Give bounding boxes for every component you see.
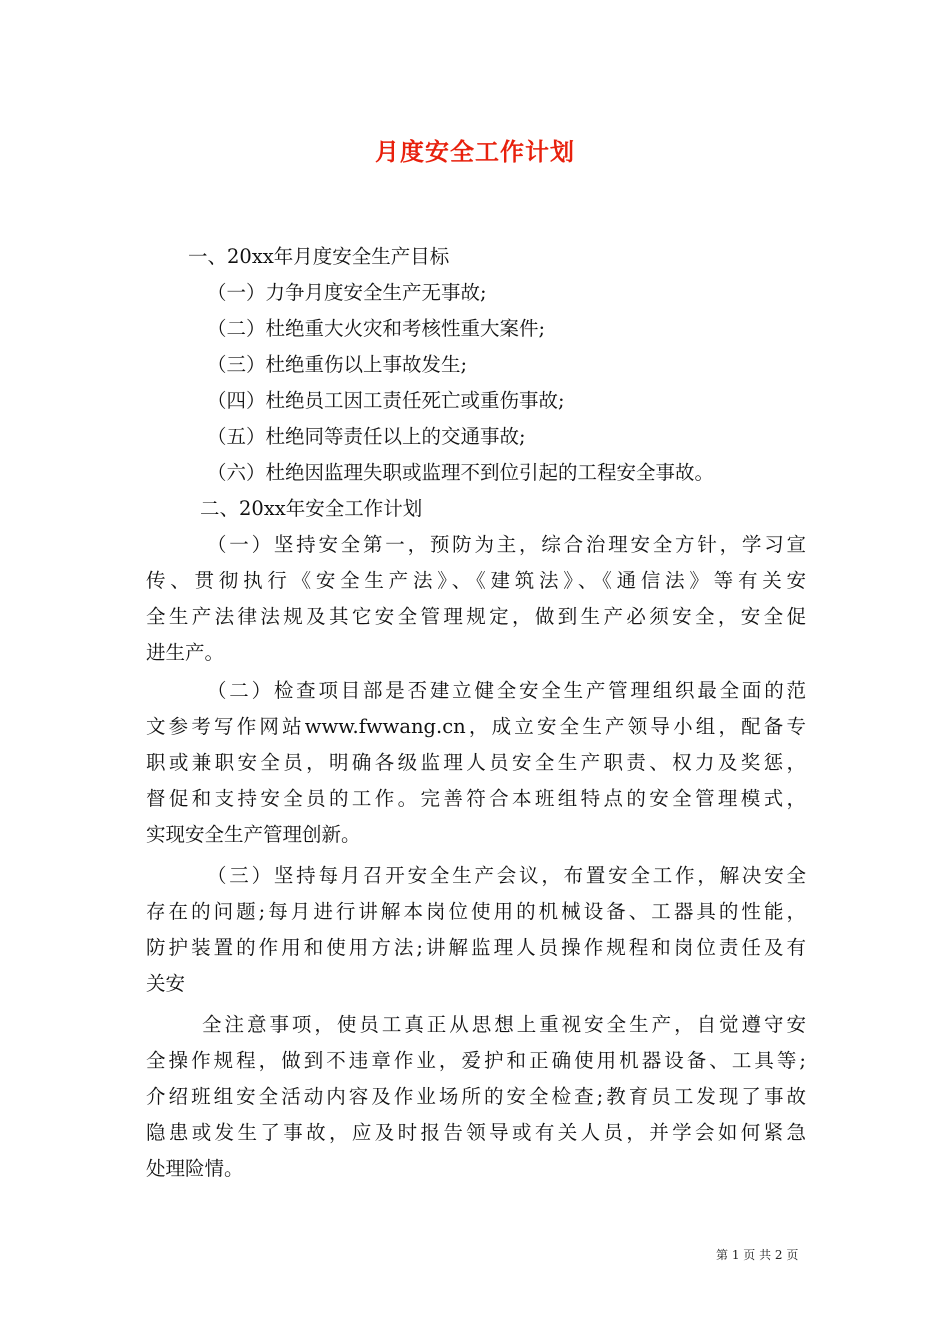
paragraph-line: 处理险情。 (146, 1157, 244, 1180)
paragraph-line: 存在的问题;每月进行讲解本岗位使用的机械设备、工器具的性能， (146, 900, 806, 923)
list-item: （三）杜绝重伤以上事故发生; (207, 353, 468, 376)
list-item: （二）杜绝重大火灾和考核性重大案件; (207, 317, 546, 340)
paragraph-line: 介绍班组安全活动内容及作业场所的安全检查;教育员工发现了事故 (146, 1085, 806, 1108)
page-number: 第 1 页 共 2 页 (716, 1248, 799, 1262)
paragraph-line: 文参考写作网站www.fwwang.cn，成立安全生产领导小组，配备专 (146, 715, 806, 738)
list-item: （五）杜绝同等责任以上的交通事故; (207, 425, 526, 448)
list-item: （一）力争月度安全生产无事故; (207, 281, 487, 304)
paragraph-line: （三）坚持每月召开安全生产会议，布置安全工作，解决安全 (207, 864, 806, 887)
section-heading: 一、20xx年月度安全生产目标 (188, 245, 450, 268)
paragraph-line: 进生产。 (146, 641, 225, 664)
section-heading: 二、20xx年安全工作计划 (200, 497, 423, 520)
paragraph-line: 关安 (146, 972, 186, 995)
paragraph-line: （一）坚持安全第一，预防为主，综合治理安全方针，学习宣 (207, 533, 806, 556)
paragraph-line: 职或兼职安全员，明确各级监理人员安全生产职责、权力及奖惩， (146, 751, 806, 774)
list-item: （四）杜绝员工因工责任死亡或重伤事故; (207, 389, 565, 412)
document-title: 月度安全工作计划 (375, 137, 575, 166)
paragraph-line: 隐患或发生了事故，应及时报告领导或有关人员，并学会如何紧急 (146, 1121, 806, 1144)
paragraph-line: 督促和支持安全员的工作。完善符合本班组特点的安全管理模式， (146, 787, 806, 810)
paragraph-line: 全注意事项，使员工真正从思想上重视安全生产，自觉遵守安 (202, 1013, 806, 1036)
paragraph-line: 实现安全生产管理创新。 (146, 823, 361, 846)
paragraph-line: 传、贯彻执行《安全生产法》、《建筑法》、《通信法》等有关安 (146, 569, 806, 592)
paragraph-line: 防护装置的作用和使用方法;讲解监理人员操作规程和岗位责任及有 (146, 936, 806, 959)
list-item: （六）杜绝因监理失职或监理不到位引起的工程安全事故。 (207, 461, 715, 484)
paragraph-line: 全操作规程，做到不违章作业，爱护和正确使用机器设备、工具等; (146, 1049, 806, 1072)
paragraph-line: （二）检查项目部是否建立健全安全生产管理组织最全面的范 (207, 679, 806, 702)
paragraph-line: 全生产法律法规及其它安全管理规定，做到生产必须安全，安全促 (146, 605, 806, 628)
